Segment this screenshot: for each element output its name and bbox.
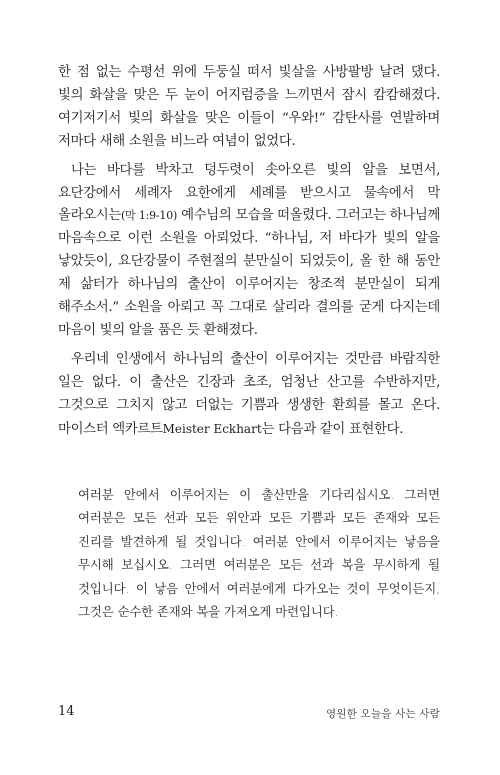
paragraph-1 bbox=[58, 62, 440, 154]
paragraph-3-text-a: 우리네 인생에서 하나님의 출산이 이루어지는 것만큼 바람직한 일은 없다. 이 출산은 긴장과 초조, 엄청난 산고를 수반하지만, 그것으로 그치지 않고 더없는 기쁨과 생생한 환희를 몰고 온다. 마이스터 엑카르트 bbox=[58, 351, 440, 437]
paragraph-2-text-a: 나는 바다를 박차고 덩두렷이 솟아오른 빛의 알을 보면서, 요단강에서 세례자 요한에게 세례를 받으시고 물속에서 막 올라오시는 bbox=[58, 162, 440, 224]
page-number: 14 bbox=[58, 704, 75, 719]
latin-name: Meister Eckhart bbox=[162, 421, 262, 436]
paragraph-2 bbox=[58, 160, 440, 343]
quote-text: 여러분 안에서 이루어지는 이 출산만을 기다리십시오. 그러면 여러분은 모든 선과 모든 위안과 모든 기쁨과 모든 존재와 모든 진리를 발견하게 될 것입니다. 여러분 안에서 이루어지는 낳음을 무시해 보십시오. 그러면 여러분은 모든 선과 복을 무시하게 될 것입니다. 이 낳음 안에서 여러분에게 다가오는 것이 무엇이든지, 그것은 순수한 존재와 복을 가져오게 마련입니다. bbox=[78, 487, 440, 620]
body-text bbox=[58, 62, 440, 442]
paragraph-3 bbox=[58, 349, 440, 442]
running-footer-title: 영원한 오늘을 사는 사람 bbox=[325, 708, 440, 720]
scripture-reference: (막 1:9-10) bbox=[120, 209, 178, 223]
paragraph-3-text-b: 는 다음과 같이 표현한다. bbox=[261, 421, 404, 437]
block-quote bbox=[78, 483, 440, 623]
paragraph-1-text: 한 점 없는 수평선 위에 두둥실 떠서 빛살을 사방팔방 날려 댔다. 빛의 화살을 맞은 두 눈이 어지럼증을 느끼면서 잠시 캄캄해졌다. 여기저기서 빛의 화살을 맞은 이들이 “우와!” 감탄사를 연발하며 저마다 새해 소원을 비느라 여념이 없었다. bbox=[58, 65, 440, 149]
paragraph-2-text-b: 예수님의 모습을 떠올렸다. 그러고는 하나님께 마음속으로 이런 소원을 아뢰었다. “하나님, 저 바다가 빛의 알을 낳았듯이, 요단강물이 주현절의 분만실이 되었듯이, 올 한 해 동안 제 삶터가 하나님의 출산이 이루어지는 창조적 분만실이 되게 해주소서.” 소원을 아뢰고 꼭 그대로 살리라 결의를 굳게 다지는데 마음이 빛의 알을 품은 듯 환해졌다. bbox=[58, 208, 440, 338]
